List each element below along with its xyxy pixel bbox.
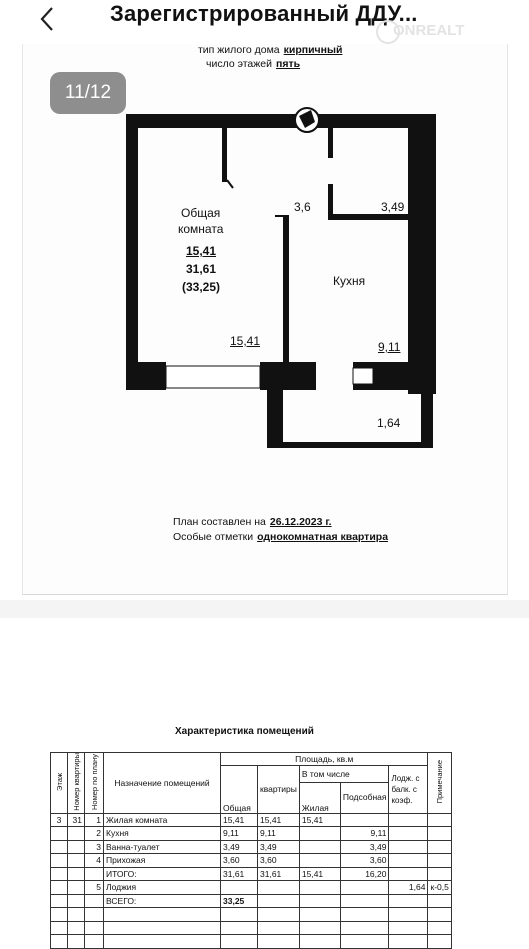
rooms-table <box>50 752 452 949</box>
header-auxiliary: Подсобная <box>342 792 387 803</box>
wall-stub <box>222 128 227 182</box>
wall-bath-bottom <box>328 214 408 220</box>
header-total: Общая <box>223 802 251 813</box>
header-floor: Этаж <box>54 772 64 791</box>
table-row: ИТОГО: 31,61 31,61 15,41 16,20 <box>51 867 452 881</box>
notes-label: Особые отметки <box>173 531 254 543</box>
header-note: Примечание <box>435 760 445 804</box>
table-header-row <box>51 753 452 766</box>
scan-gap <box>0 600 529 618</box>
loggia-wall-left <box>267 390 283 448</box>
room-living-area: 15,41 <box>186 244 217 258</box>
floors-label: число этажей <box>206 58 272 70</box>
table-row-empty <box>51 935 452 949</box>
table-title: Характеристика помещений <box>175 726 314 737</box>
header-living: Жилая <box>301 802 329 813</box>
kitchen-area: 9,11 <box>378 340 401 354</box>
notes-value: однокомнатная квартира <box>257 531 389 543</box>
wall-bottom-mid <box>260 362 316 390</box>
window-kitchen <box>353 368 373 384</box>
wall-right <box>408 114 436 394</box>
header-plan-number: Номер по плану <box>89 753 99 810</box>
window-room <box>166 366 260 388</box>
header-apt-number: Номер квартиры <box>71 753 81 811</box>
floors-value: пять <box>275 58 301 70</box>
back-arrow-icon[interactable] <box>34 2 62 36</box>
loggia-area: 1,64 <box>377 416 401 430</box>
wall-top <box>126 114 408 128</box>
header-area: Площадь, кв.м <box>295 754 354 764</box>
room-total-loggia: (33,25) <box>182 280 221 294</box>
table-row: ВСЕГО: 33,25 <box>51 894 452 908</box>
wall-left <box>126 114 138 390</box>
room-name-1: Общая <box>181 206 221 220</box>
table-row: 3 31 1 Жилая комната 15,41 15,41 15,41 <box>51 813 452 827</box>
table-row: 2 Кухня 9,11 9,11 9,11 <box>51 827 452 841</box>
room-total-area: 31,61 <box>186 262 217 276</box>
kitchen-name: Кухня <box>333 274 366 288</box>
floor-plan-scan <box>22 22 508 595</box>
table-row: 3 Ванна-туалет 3,49 3,49 3,49 <box>51 840 452 854</box>
table-row: 4 Прихожая 3,60 3,60 3,60 <box>51 854 452 868</box>
loggia-wall-bottom <box>283 442 433 448</box>
drawn-date <box>173 516 332 528</box>
hall-area: 3,6 <box>294 200 311 214</box>
rooms-table-scan <box>0 618 529 910</box>
wall-bottom-left <box>126 362 166 390</box>
notes <box>173 531 388 543</box>
header-purpose: Назначение помещений <box>114 777 210 788</box>
house-type-label: тип жилого дома <box>198 44 280 56</box>
drawn-date-value: 26.12.2023 г. <box>269 516 332 528</box>
photo-counter-badge: 11/12 <box>50 72 126 114</box>
table-row: 5 Лоджия 1,64 к-0,5 <box>51 881 452 895</box>
loggia-wall-right <box>421 390 433 448</box>
header-loggia: Лодж. с балк. с коэф. <box>391 773 420 805</box>
wall-room-kitchen <box>283 216 289 366</box>
drawn-label: План составлен на <box>173 516 266 528</box>
bath-area: 3,49 <box>381 200 405 214</box>
wall-bath-left-2 <box>328 184 333 218</box>
header-including: В том числе <box>301 768 350 779</box>
room-name-2: комната <box>178 222 224 236</box>
watermark: ONREALT <box>393 22 465 39</box>
house-type-value: кирпичный <box>283 44 343 56</box>
header-apartment: квартиры <box>260 783 297 794</box>
table-row-empty <box>51 921 452 935</box>
wall-bath-left <box>328 128 333 158</box>
gallery-photo[interactable] <box>0 22 529 910</box>
room-area-label: 15,41 <box>230 334 261 348</box>
page-title: Зарегистрированный ДДУ... <box>110 1 418 26</box>
